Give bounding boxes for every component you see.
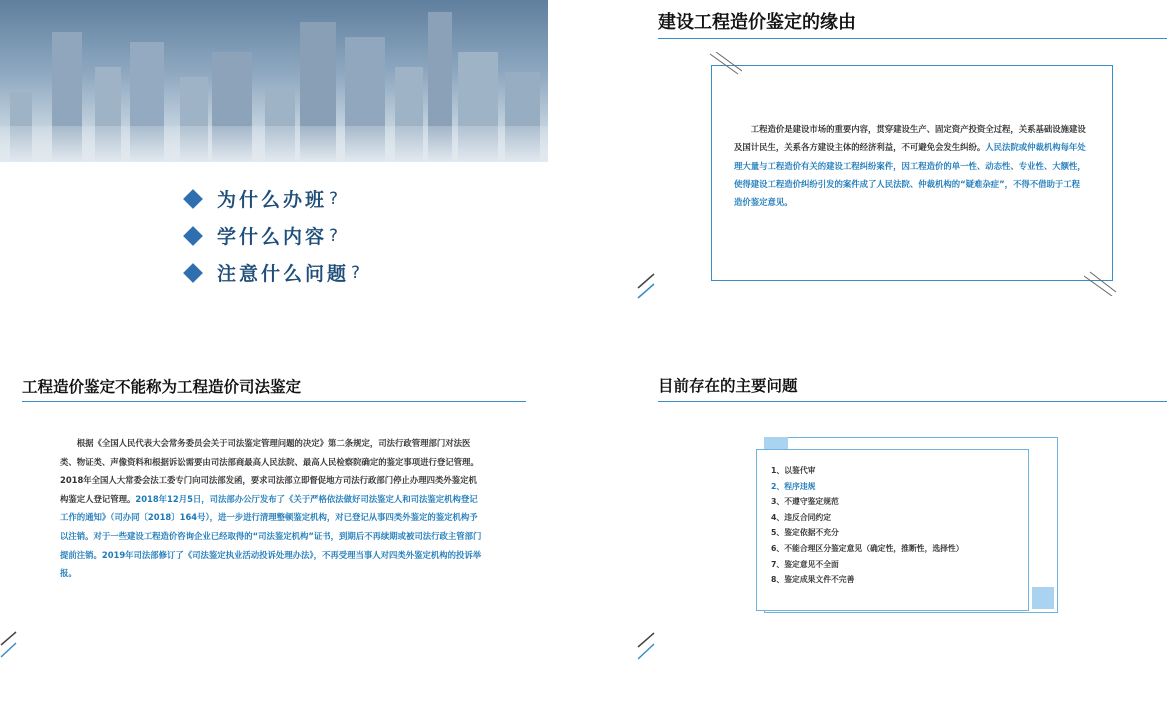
corner-block: [764, 437, 788, 449]
city-skyline-banner: [0, 0, 548, 162]
question-item: 学什么内容 ?: [183, 217, 360, 254]
question-item: 为什么办班 ?: [183, 180, 360, 217]
list-item: 5、鉴定依据不充分: [771, 528, 839, 538]
question-item: 注意什么问题 ?: [183, 254, 360, 291]
list-item: 3、不遵守鉴定规范: [771, 497, 839, 507]
reason-paragraph: 工程造价是建设市场的重要内容，贯穿建设生产、固定资产投资全过程，关系基础设施建设及国计民生，关系各方建设主体的经济利益，不可避免会发生纠纷。人民法院或仲裁机构每年处理大量与工程造价有关的建设工程纠纷案件，因工程造价的单一性、动态性、专业性、大额性，使得建设工程造价纠纷引发的案件成了人民法院、仲裁机构的“疑难杂症”，不得不借助于工程造价鉴定意见。: [734, 124, 1086, 208]
slide-title: 建设工程造价鉴定的缘由: [658, 12, 856, 33]
hatch-decoration-icon: [1084, 270, 1118, 296]
slide-title: 目前存在的主要问题: [658, 377, 798, 395]
list-item: 2、程序违规: [771, 481, 816, 491]
slide-reason: [626, 0, 1167, 340]
problem-list: [771, 463, 964, 588]
slide-why-training: [0, 0, 548, 340]
slide-title: 工程造价鉴定不能称为工程造价司法鉴定: [22, 378, 302, 396]
regulation-paragraph: 根据《全国人民代表大会常务委员会关于司法鉴定管理问题的决定》第二条规定，司法行政管理部门对法医类、物证类、声像资料和根据诉讼需要由司法部商最高人民法院、最高人民检察院确定的鉴定事项进行登记管理。2018年全国人大常委会法工委专门向司法部发函，要求司法部立即督促地方司法行政部门停止办理四类外鉴定机构鉴定人登记管理。2018年12月5日，司法部办公厅发布了《关于严格依法做好司法鉴定人和司法鉴定机构登记工作的通知》（司办同〔2018〕164号），进一步进行清理整顿鉴定机构，对已登记从事四类外鉴定的鉴定机构予以注销。对于一些建设工程造价咨询企业已经取得的“司法鉴定机构”证书，到期后不再续期或被司法行政主管部门提前注销。2019年司法部修订了《司法鉴定执业活动投诉处理办法》，不再受理当事人对四类外鉴定机构的投诉举报。: [60, 438, 482, 579]
slide-not-judicial: [0, 357, 548, 697]
diamond-bullet-icon: [183, 189, 203, 209]
title-divider: [658, 38, 1167, 39]
list-item: 7、鉴定意见不全面: [771, 559, 839, 569]
hatch-decoration-icon: [708, 52, 742, 78]
slash-decoration-icon: [636, 272, 658, 306]
slide-current-problems: [626, 357, 1167, 697]
diamond-bullet-icon: [183, 263, 203, 283]
list-item: 8、鉴定成果文件不完善: [771, 575, 855, 585]
slash-decoration-icon: [0, 629, 22, 665]
list-item: 4、违反合同约定: [771, 512, 832, 522]
title-divider: [22, 401, 526, 402]
question-list: [183, 180, 360, 291]
list-item: 6、不能合理区分鉴定意见（确定性，推断性，选择性）: [771, 543, 964, 553]
diamond-bullet-icon: [183, 226, 203, 246]
title-divider: [658, 401, 1167, 402]
list-item: 1、以鉴代审: [771, 466, 816, 475]
corner-block: [1032, 587, 1054, 609]
slash-decoration-icon: [636, 631, 658, 667]
